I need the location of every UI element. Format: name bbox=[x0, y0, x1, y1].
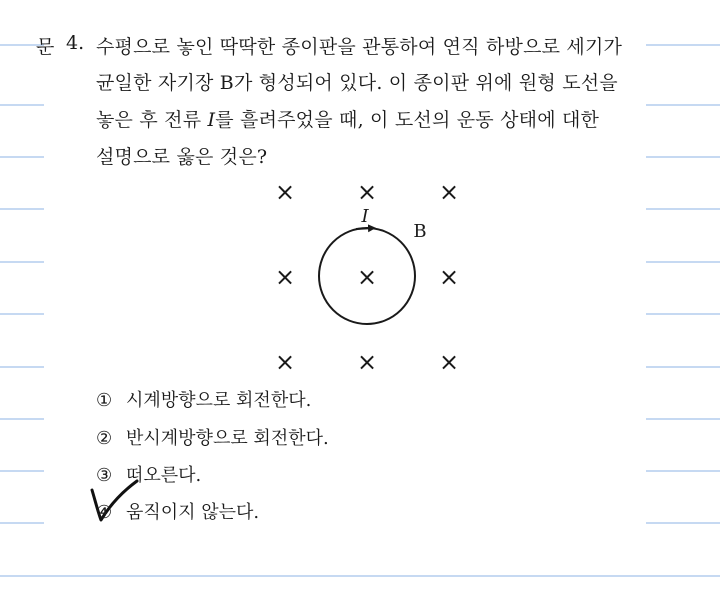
option-number: ③ bbox=[96, 465, 113, 486]
answer-option-1[interactable] bbox=[96, 386, 311, 412]
field-into-page-marker: × bbox=[356, 178, 378, 206]
field-into-page-marker: × bbox=[356, 263, 378, 291]
field-into-page-marker: × bbox=[438, 178, 460, 206]
option-text: 움직이지 않는다. bbox=[126, 502, 260, 523]
question-line-3-after: 를 흘려주었을 때, 이 도선의 운동 상태에 대한 bbox=[215, 109, 600, 131]
question-prefix: 문 bbox=[36, 36, 55, 58]
field-into-page-marker: × bbox=[274, 178, 296, 206]
field-into-page-marker: × bbox=[356, 348, 378, 376]
question-line-1: 수평으로 놓인 딱딱한 종이판을 관통하여 연직 하방으로 세기가 bbox=[96, 36, 623, 58]
option-text: 반시계방향으로 회전한다. bbox=[126, 428, 329, 449]
answer-option-4[interactable] bbox=[96, 498, 259, 524]
option-number: ④ bbox=[96, 502, 113, 523]
answer-option-2[interactable] bbox=[96, 424, 329, 450]
option-text: 시계방향으로 회전한다. bbox=[126, 390, 312, 411]
field-into-page-marker: × bbox=[274, 263, 296, 291]
answer-option-3[interactable] bbox=[96, 461, 201, 487]
question-line-4: 설명으로 옳은 것은? bbox=[96, 146, 268, 168]
question-line-2: 균일한 자기장 B가 형성되어 있다. 이 종이판 위에 원형 도선을 bbox=[96, 72, 618, 94]
field-into-page-marker: × bbox=[438, 263, 460, 291]
current-direction-arrow bbox=[356, 228, 373, 229]
option-number: ② bbox=[96, 428, 113, 449]
current-symbol: I bbox=[207, 109, 216, 131]
question-number: 4. bbox=[66, 32, 85, 54]
current-label: I bbox=[361, 206, 369, 227]
field-label: B bbox=[413, 221, 427, 242]
question-line-3-before: 놓은 후 전류 bbox=[96, 109, 208, 131]
option-text: 떠오른다. bbox=[126, 465, 202, 486]
field-into-page-marker: × bbox=[274, 348, 296, 376]
field-into-page-marker: × bbox=[438, 348, 460, 376]
option-number: ① bbox=[96, 390, 113, 411]
